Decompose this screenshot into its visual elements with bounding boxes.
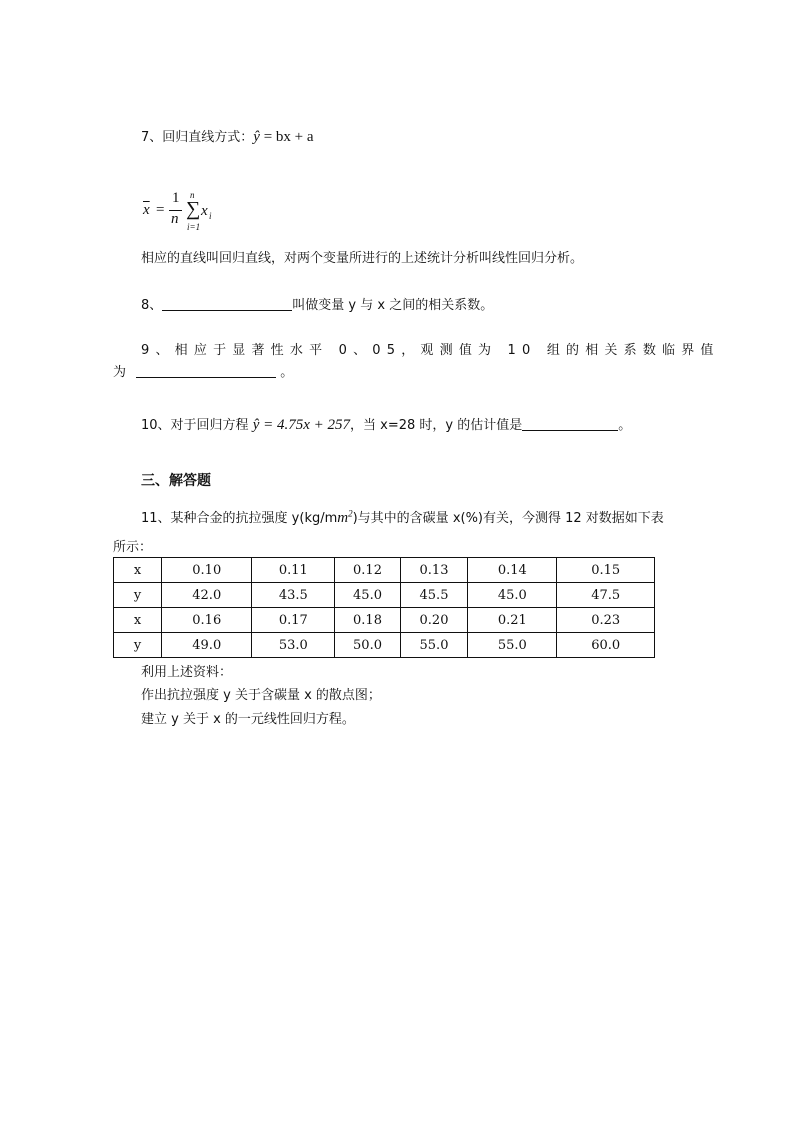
table-cell: 60.0 — [557, 633, 655, 658]
table-cell: 0.18 — [335, 608, 401, 633]
q10-equation: ŷ = 4.75x + 257 — [252, 417, 350, 433]
table-cell: 0.14 — [468, 558, 557, 583]
q9-line2 — [113, 361, 293, 380]
q10-answer-blank[interactable] — [522, 417, 618, 431]
q9-answer-blank[interactable] — [136, 364, 276, 378]
q8-answer-blank[interactable] — [162, 297, 292, 311]
table-cell: 49.0 — [162, 633, 252, 658]
q11-unit: m — [337, 510, 349, 526]
fraction-denominator: n — [171, 211, 179, 227]
table-cell: 0.16 — [162, 608, 252, 633]
q10-mid: ，当 x=28 时，y 的估计值是 — [350, 418, 523, 433]
q7-label: 7、回归直线方式： — [141, 130, 254, 145]
table-row — [114, 558, 655, 583]
mean-term: x — [201, 203, 208, 219]
q9-prefix: 为 — [113, 365, 127, 380]
table-cell: 0.15 — [557, 558, 655, 583]
table-row — [114, 583, 655, 608]
q11-intro-b: )与其中的含碳量 x(%)有关，今测得 12 对数据如下表 — [352, 511, 664, 526]
q7-equation-rest: = bx + a — [263, 129, 314, 145]
q9-suffix: 。 — [280, 365, 294, 380]
q11-intro-line — [141, 507, 664, 527]
table-row-header: x — [114, 608, 162, 633]
q11-unit-exponent: 2 — [348, 508, 353, 519]
data-table — [113, 557, 655, 658]
mean-term-subscript: i — [209, 211, 212, 221]
fraction-numerator: 1 — [172, 190, 180, 206]
table-cell: 0.20 — [400, 608, 467, 633]
table-cell: 42.0 — [162, 583, 252, 608]
table-cell: 45.5 — [400, 583, 467, 608]
table-cell: 0.23 — [557, 608, 655, 633]
q8-label: 8、 — [141, 298, 163, 313]
table-cell: 45.0 — [335, 583, 401, 608]
sigma-lower: i=1 — [187, 222, 201, 232]
q7-label-line — [141, 126, 314, 146]
q10-line — [141, 414, 631, 434]
q7-equation — [253, 129, 313, 145]
q11-after-1: 利用上述资料： — [141, 665, 233, 680]
table-row-header: y — [114, 583, 162, 608]
table-cell: 0.21 — [468, 608, 557, 633]
table-row-header: x — [114, 558, 162, 583]
table-cell: 47.5 — [557, 583, 655, 608]
sigma-symbol: ∑ — [186, 198, 201, 220]
q7-explanation: 相应的直线叫回归直线，对两个变量所进行的上述统计分析叫线性回归分析。 — [141, 251, 584, 266]
table-cell: 53.0 — [252, 633, 335, 658]
table-cell: 0.12 — [335, 558, 401, 583]
table-cell: 45.0 — [468, 583, 557, 608]
q11-after-3: 建立 y 关于 x 的一元线性回归方程。 — [141, 712, 355, 727]
table-cell: 0.17 — [252, 608, 335, 633]
sigma-upper: n — [190, 190, 195, 200]
q11-intro-c: 所示： — [113, 540, 153, 555]
table-cell: 0.11 — [252, 558, 335, 583]
mean-equals: = — [156, 202, 165, 218]
table-cell: 50.0 — [335, 633, 401, 658]
table-row-header: y — [114, 633, 162, 658]
table-cell: 55.0 — [468, 633, 557, 658]
q11-after-2: 作出抗拉强度 y 关于含碳量 x 的散点图； — [141, 688, 381, 703]
table-cell: 43.5 — [252, 583, 335, 608]
q10-prefix: 10、对于回归方程 — [141, 418, 249, 433]
q9-line1: 9、相应于显著性水平 0、05，观测值为 10 组的相关系数临界值 — [141, 343, 720, 358]
mean-fraction — [169, 190, 183, 230]
table-row — [114, 608, 655, 633]
q8-text: 叫做变量 y 与 x 之间的相关系数。 — [292, 298, 494, 313]
q11-intro-a: 11、某种合金的抗拉强度 y(kg/m — [141, 511, 338, 526]
table-cell: 55.0 — [400, 633, 467, 658]
table-cell: 0.13 — [400, 558, 467, 583]
mean-x-bar: $\overline{x}$ — [143, 202, 150, 218]
table-cell: 0.10 — [162, 558, 252, 583]
q10-suffix: 。 — [618, 418, 632, 433]
y-hat-symbol: ŷ — [253, 129, 260, 145]
q8-line — [141, 294, 493, 313]
table-row — [114, 633, 655, 658]
section-title: 三、解答题 — [141, 473, 211, 489]
